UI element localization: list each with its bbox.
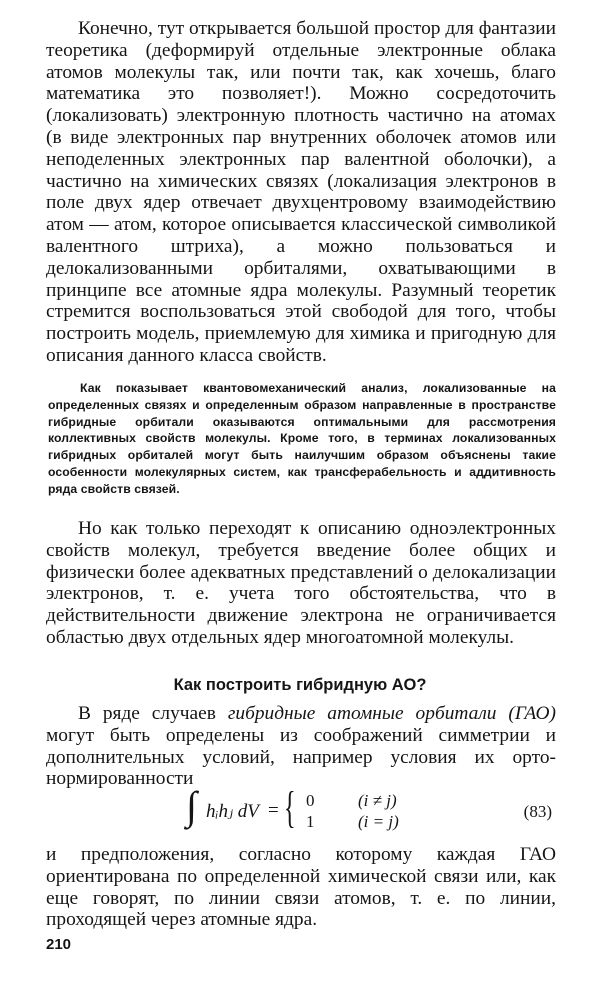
paragraph-delocalization: Но как только переходят к описанию одноэлектронных свойств молекул, требуется введение более общих и физически более адекватных представлений о делокализации электронов, т. е. учета того обстоятельства, что в действительности движение электрона не ограничивается областью двух отдельных ядер многоатомной молекулы. — [46, 518, 556, 648]
section-heading: Как построить гибридную АО? — [173, 676, 427, 694]
paragraph-hybrid-orbitals — [46, 703, 556, 790]
equation-integrand: hᵢhⱼ dV — [206, 801, 259, 822]
equation-case-condition: (i ≠ j) — [358, 791, 397, 810]
equation-case-condition: (i = j) — [358, 812, 399, 831]
paragraph-theorist-freedom: Конечно, тут открывается большой простор для фантазии теоретика (деформируй отдельные электронные облака атомов молекулы так, или почти так, как хочешь, благо математика это позволяет!). Можно сосредоточить (локализовать) электронную плотность частично на атомах (в виде электронных пар внутренних оболочек атомов или неподеленных электронных пар валентной оболочки), а частично на химических связях (локализация электронов в поле двух ядер отвечает двухцентровому взаимодействию атом — атом, которое описывается классической символикой валентного штриха), а можно пользоваться и делокализованными орбиталями, охватывающими в принципе все атомные ядра молекулы. Разумный теоретик стремится воспользоваться этой свободой для того, чтобы построить модель, приемлемую для химика и пригодную для описания данного класса свойств. — [46, 18, 556, 366]
paragraph-hybrid-orbitals-lead: В ряде случаев — [78, 703, 228, 724]
term-hybrid-orbitals: гибридные атомные орбитали — [227, 703, 497, 724]
equation-case-value: 1 — [306, 812, 315, 831]
paragraph-hybrid-orbitals-space — [496, 703, 508, 724]
small-print-note: Как показывает квантовомеханический анализ, локализованные на определенных связях и определенным образом направленные в пространстве гибридные орбитали оказываются оптимальными для рассмотрения коллективных свойств молекулы. Кроме того, в терминах локализованных гибридных орбиталей могут быть наилучшим образом объяснены такие особенности молекулярных систем, как трансферабельность и аддитивность ряда свойств связей. — [48, 381, 556, 496]
paragraph-hybrid-orbitals-rest: могут быть определены из соображений симметрии и дополнительных условий, например условия их орто-нормированности — [46, 724, 556, 790]
page-number: 210 — [46, 936, 72, 953]
equation-brace: { — [284, 783, 296, 832]
paragraph-orientation: и предположения, согласно которому каждая ГАО ориентирована по определенной химической связи или, как еще говорят, по линии связи атомов, т. е. по линии, проходящей через атомные ядра. — [46, 844, 556, 931]
equation-number: (83) — [523, 802, 552, 821]
equation-case-value: 0 — [306, 791, 315, 810]
integral-sign: ∫ — [186, 783, 197, 828]
equation-orthonormality — [46, 783, 556, 838]
equation-equals: = — [268, 800, 279, 821]
abbreviation-gao: (ГАО) — [508, 703, 556, 724]
